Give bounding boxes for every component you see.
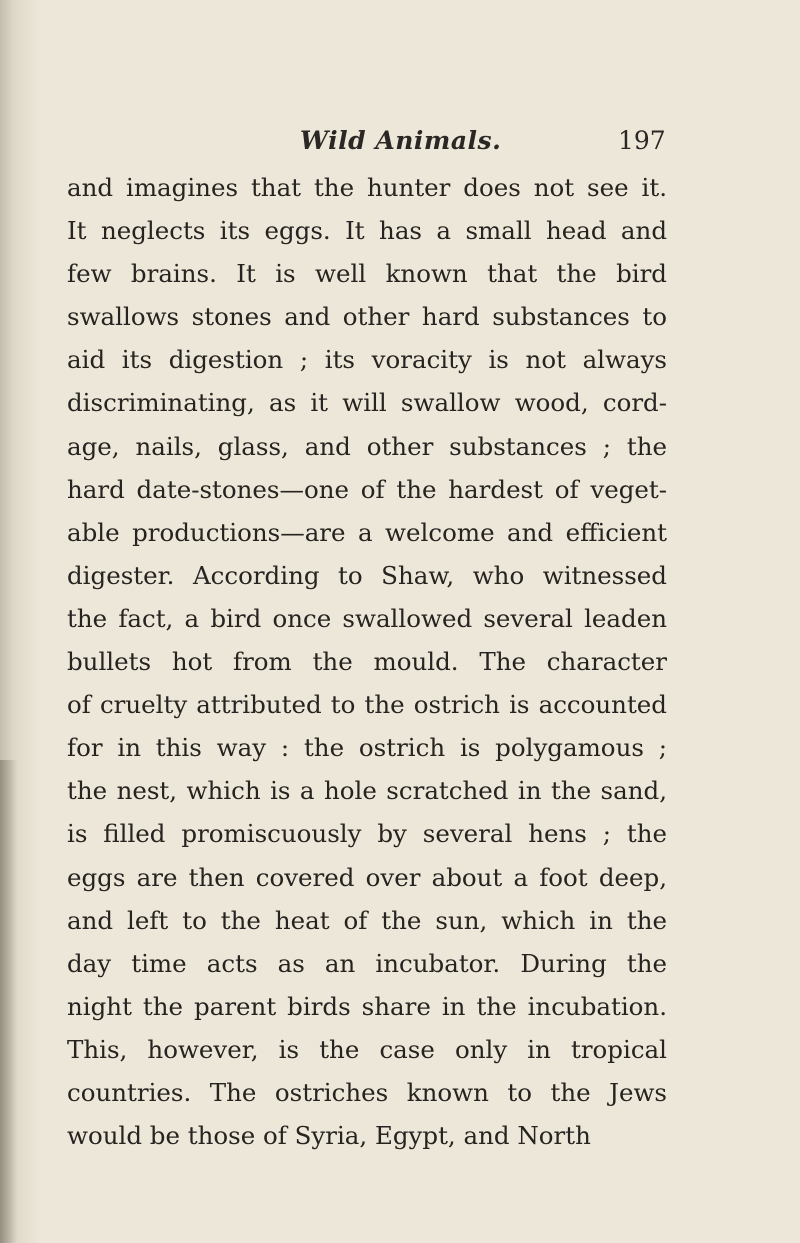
text-line: hard date-stones—one of the hardest of veget- <box>67 474 667 504</box>
text-line: would be those of Syria, Egypt, and North <box>67 1121 591 1151</box>
text-line: countries. The ostriches known to the Jews <box>67 1077 667 1107</box>
running-head <box>0 126 800 166</box>
page-edge-shadow <box>0 760 18 1243</box>
text-line: eggs are then covered over about a foot deep, <box>67 862 667 892</box>
text-line: few brains. It is well known that the bird <box>67 259 667 289</box>
text-line: It neglects its eggs. It has a small head and <box>67 216 667 246</box>
text-line: night the parent birds share in the incubation. <box>67 991 667 1021</box>
text-line: and imagines that the hunter does not see it. <box>67 173 667 202</box>
text-line: day time acts as an incubator. During the <box>67 948 667 978</box>
text-line: digester. According to Shaw, who witnessed <box>67 560 667 590</box>
text-line: the nest, which is a hole scratched in the sand, <box>67 776 667 806</box>
text-line: aid its digestion ; its voracity is not always <box>67 345 667 375</box>
text-line: bullets hot from the mould. The character <box>67 647 667 677</box>
text-line: able productions—are a welcome and efficient <box>67 517 667 547</box>
text-line: This, however, is the case only in tropical <box>67 1034 667 1064</box>
text-line: for in this way : the ostrich is polygamous ; <box>67 733 667 763</box>
text-line: discriminating, as it will swallow wood, cord- <box>67 388 667 418</box>
text-line: swallows stones and other hard substances to <box>67 302 667 332</box>
running-title: Wild Animals. <box>300 126 502 155</box>
text-line: of cruelty attributed to the ostrich is accounted <box>67 690 667 720</box>
text-line: the fact, a bird once swallowed several leaden <box>67 603 667 633</box>
body-text <box>67 166 667 1157</box>
page-number: 197 <box>618 126 666 155</box>
text-line: age, nails, glass, and other substances ; the <box>67 431 667 461</box>
text-line: is filled promiscuously by several hens ; the <box>67 819 667 849</box>
text-line: and left to the heat of the sun, which in the <box>67 905 667 935</box>
